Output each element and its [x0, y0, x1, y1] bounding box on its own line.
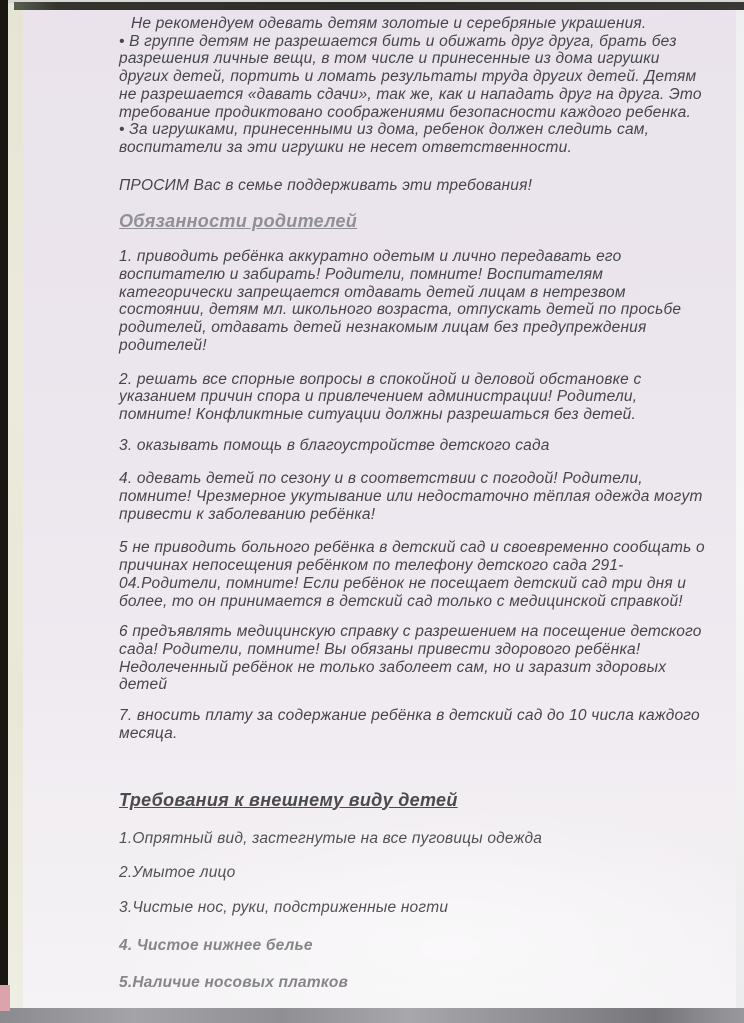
- appearance-item-2: 2.Умытое лицо: [119, 864, 236, 882]
- duty-item-2: 2. решать все спорные вопросы в спокойной и деловой обстановке с указанием причин спора и привлечением администрации! Родители, помните! Конфликтные ситуации должны разрешаться без детей.: [119, 370, 642, 423]
- plea-line: ПРОСИМ Вас в семье поддерживать эти требования!: [119, 176, 533, 194]
- document-page: [23, 10, 736, 1008]
- duty-item-7: 7. вносить плату за содержание ребёнка в детский сад до 10 числа каждого месяца.: [119, 707, 700, 742]
- intro-bullet-1: • В группе детям не разрешается бить и обижать друг друга, брать без разрешения личные вещи, в том числе и принесенные из дома игрушки других детей, портить и ломать результаты труда других детей. Детям не разрешается «давать сдачи», так же, как и нападать друг на друга. Это требование продиктовано соображениями безопасности каждого ребенка.: [119, 32, 702, 121]
- appearance-item-3: 3.Чистые нос, руки, подстриженные ногти: [119, 898, 449, 916]
- scan-top-shadow-edge: [14, 2, 744, 10]
- appearance-item-1: 1.Опрятный вид, застегнутые на все пуговицы одежда: [119, 829, 543, 847]
- appearance-item-4: 4. Чистое нижнее белье: [119, 936, 313, 954]
- duties-section-heading: Обязанности родителей: [119, 211, 358, 232]
- duty-item-4: 4. одевать детей по сезону и в соответствии с погодой! Родители, помните! Чрезмерное укутывание или недостаточно тёплая одежда могут привести к заболеванию ребёнка!: [119, 470, 703, 523]
- scan-right-edge: [736, 10, 744, 1010]
- intro-bullet-2: • За игрушками, принесенными из дома, ребенок должен следить сам, воспитатели за эти игрушки не несет ответственности.: [119, 121, 650, 156]
- intro-note: Не рекомендуем одевать детям золотые и серебряные украшения.: [131, 15, 647, 32]
- scan-bottom-gray-strip: [0, 1008, 744, 1023]
- appearance-item-5: 5.Наличие носовых платков: [119, 974, 349, 992]
- paper-stack-left-edge: [8, 0, 23, 1010]
- duty-item-3: 3. оказывать помощь в благоустройстве детского сада: [119, 436, 550, 454]
- duty-item-6: 6 предъявлять медицинскую справку с разрешением на посещение детского сада! Родители, помните! Вы обязаны привести здорового ребёнка! Недолеченный ребёнок не только заболеет сам, но и заразит здоровых детей: [119, 623, 702, 694]
- scan-bottom-left-corner-mark: [0, 985, 10, 1011]
- duty-item-5: 5 не приводить больного ребёнка в детский сад и своевременно сообщать о причинах непосещения ребёнком по телефону детского сада 291-04.Родители, помните! Если ребёнок не посещает детский сад три дня и более, то он принимается в детский сад только с медицинской справкой!: [119, 539, 705, 610]
- scanner-background-left-edge: [0, 0, 8, 1023]
- duty-item-1: 1. приводить ребёнка аккуратно одетым и лично передавать его воспитателю и забирать! Родители, помните! Воспитателям категорически запрещается отдавать детей лицам в нетрезвом состоянии, детям мл. школьного возраста, отпускать детей по просьбе родителей, отдавать детей незнакомым лицам без предупреждения родителей!: [119, 248, 682, 354]
- appearance-section-heading: Требования к внешнему виду детей: [119, 789, 458, 810]
